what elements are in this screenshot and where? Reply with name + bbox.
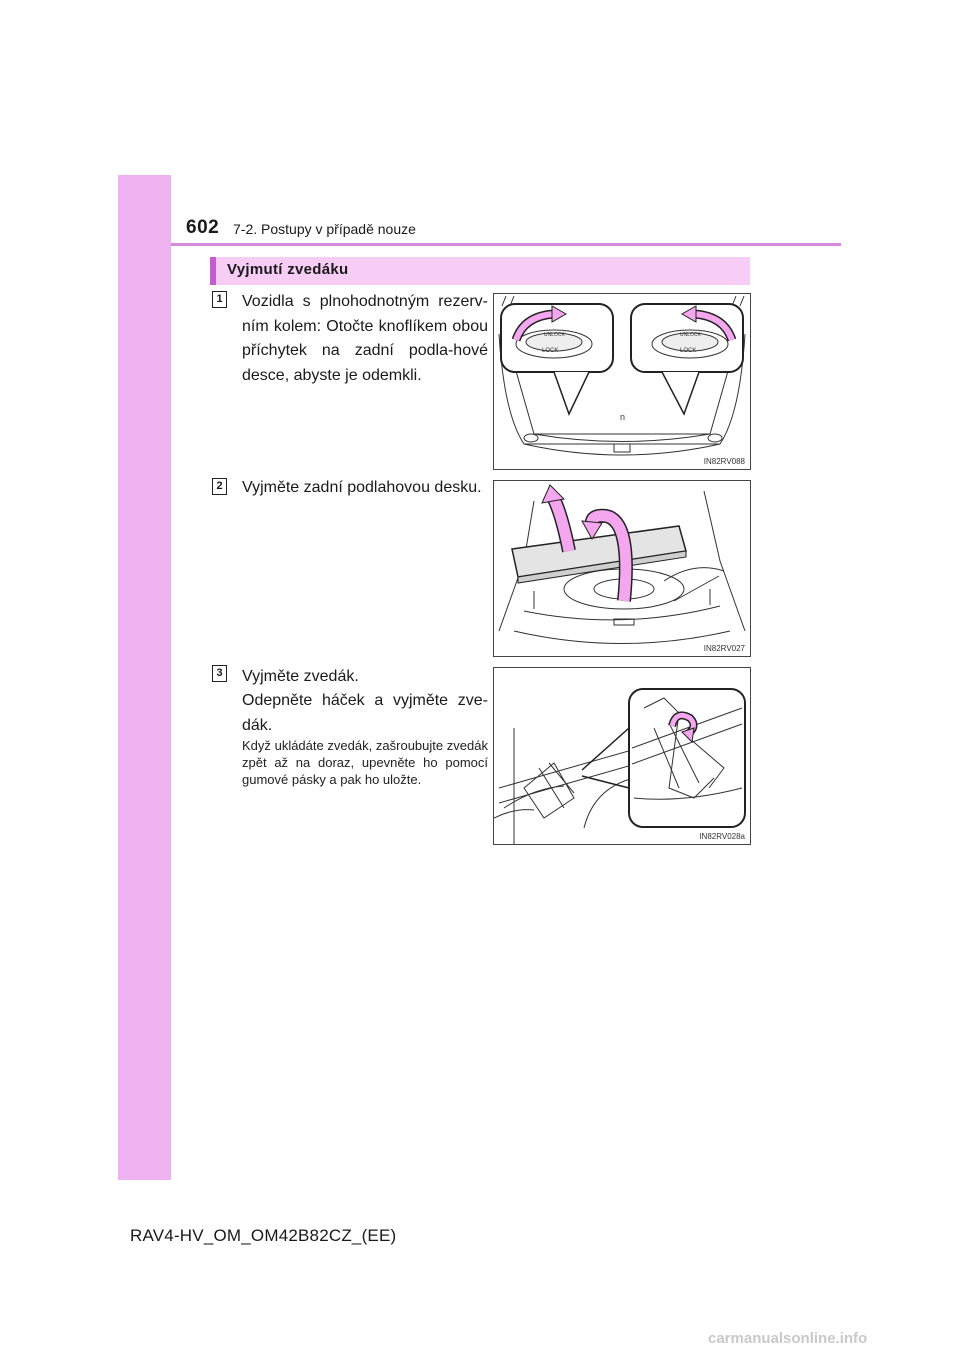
jack-illustration: [494, 668, 750, 844]
step-number-2: 2: [212, 478, 227, 495]
section-accent-bar: [210, 257, 216, 285]
figure-floor-board-clips: [493, 293, 751, 470]
watermark: carmanualsonline.info: [708, 1330, 868, 1347]
side-tab-band: [118, 175, 171, 1180]
step-3-line2: Odepněte háček a vyjměte zve-dák.: [242, 692, 488, 734]
figure-remove-jack: [493, 667, 751, 845]
step-1-text: Vozidla s plnohodnotným rezerv-ním kolem: Otočte knoflíkem obou příchytek na zadní podla-hové desce, abyste je odemkli.: [242, 293, 488, 384]
floor-board-illustration: [494, 481, 750, 656]
section-title: Vyjmutí zvedáku: [227, 261, 349, 278]
step-2-text: Vyjměte zadní podlahovou desku.: [242, 479, 482, 496]
floor-mark-label: n: [620, 412, 626, 422]
lock-label-right: LOCK: [680, 348, 697, 354]
step-3-note: Když ukládáte zvedák, zašroubujte zvedák zpět až na doraz, upevněte ho pomocí gumové pásky a pak ho uložte.: [242, 738, 488, 787]
figure-remove-floor-board: [493, 480, 751, 657]
unlock-label-left: UNLOCK: [544, 332, 565, 338]
figure-code-2: IN82RV027: [703, 644, 745, 653]
page-number: 602: [186, 217, 220, 238]
step-number-1: 1: [212, 291, 227, 308]
section-heading: [210, 257, 750, 285]
header-rule: [171, 243, 841, 246]
footer-model-code: RAV4-HV_OM_OM42B82CZ_(EE): [130, 1226, 397, 1245]
unlock-label-right: UNLOCK: [680, 332, 701, 338]
figure-code-1: IN82RV088: [703, 457, 745, 466]
step-3-line1: Vyjměte zvedák.: [242, 668, 359, 685]
trunk-clips-illustration: [494, 294, 750, 469]
figure-code-3: IN82RV028a: [699, 832, 745, 841]
step-number-3: 3: [212, 665, 227, 682]
lock-label-left: LOCK: [542, 348, 559, 354]
chapter-title: 7-2. Postupy v případě nouze: [233, 221, 416, 237]
